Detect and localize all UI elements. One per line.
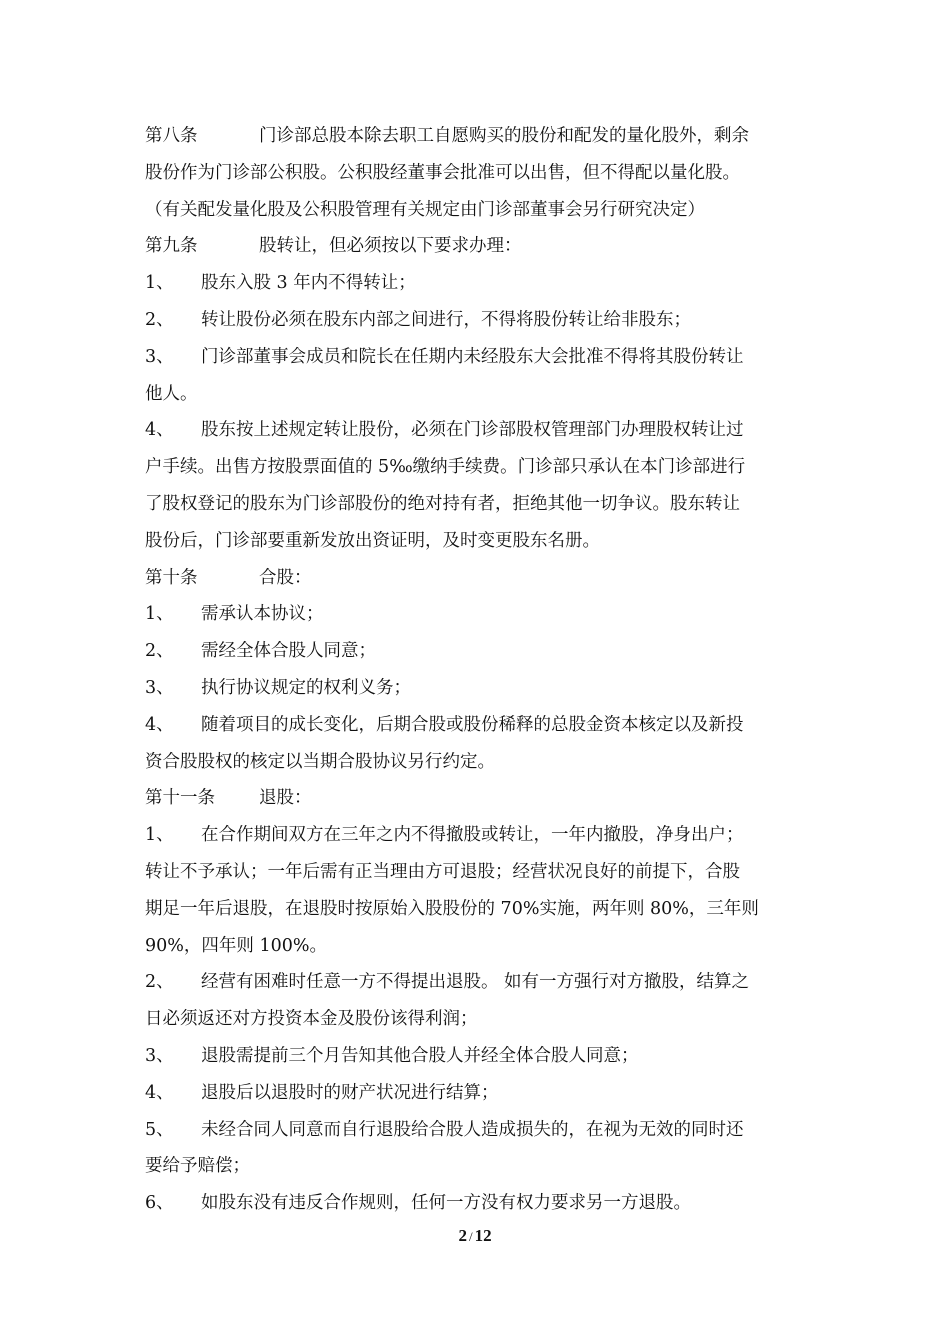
list-item-continuation: 期足一年后退股，在退股时按原始入股股份的 70%实施，两年则 80%，三年则 [145,898,759,919]
list-item-continuation: 了股权登记的股东为门诊部股份的绝对持有者，拒绝其他一切争议。股东转让 [145,493,740,514]
list-item: 1、 股东入股 3 年内不得转让； [145,273,416,294]
article-8-line-3: （有关配发量化股及公积股管理有关规定由门诊部董事会另行研究决定） [145,199,705,220]
list-item: 4、 股东按上述规定转让股份，必须在门诊部股权管理部门办理股权转让过 [145,420,744,441]
list-item: 3、 执行协议规定的权利义务； [145,677,411,698]
article-10-label: 第十条 [145,567,198,588]
list-item-continuation: 他人。 [145,383,198,404]
list-item: 2、 经营有困难时任意一方不得提出退股。 如有一方强行对方撤股，结算之 [145,972,750,993]
article-11-label: 第十一条 [145,788,215,809]
list-item: 4、 退股后以退股时的财产状况进行结算； [145,1082,499,1103]
list-item-continuation: 90%，四年则 100%。 [145,935,327,956]
list-item-continuation: 日必须返还对方投资本金及股份该得利润； [145,1009,478,1030]
article-11-heading: 第十一条 退股： [145,780,807,817]
list-item: 3、 退股需提前三个月告知其他合股人并经全体合股人同意； [145,1045,639,1066]
list-item: 1、 需承认本协议； [145,604,324,625]
list-item-continuation: 要给予赔偿； [145,1156,250,1177]
page-current: 2 [458,1226,467,1245]
list-item: 3、 门诊部董事会成员和院长在任期内未经股东大会批准不得将其股份转让 [145,346,744,367]
article-10-heading: 第十条 合股： [145,560,807,597]
list-item-continuation: 资合股股权的核定以当期合股协议另行约定。 [145,751,495,772]
article-8-line-1: 第八条 门诊部总股本除去职工自愿购买的股份和配发的量化股外，剩余 [145,118,807,155]
article-9-heading: 第九条 股转让，但必须按以下要求办理： [145,228,807,265]
list-item: 2、 转让股份必须在股东内部之间进行，不得将股份转让给非股东； [145,309,691,330]
page-total: 12 [474,1226,492,1245]
document-body [145,118,807,1222]
list-item: 1、 在合作期间双方在三年之内不得撤股或转让，一年内撤股，净身出户； [145,825,744,846]
page-separator: / [468,1229,473,1244]
list-item: 4、 随着项目的成长变化，后期合股或股份稀释的总股金资本核定以及新投 [145,714,744,735]
list-item-continuation: 户手续。出售方按股票面值的 5‰缴纳手续费。门诊部只承认在本门诊部进行 [145,457,746,478]
list-item: 2、 需经全体合股人同意； [145,641,376,662]
article-8-label: 第八条 [145,126,198,146]
list-item: 6、 如股东没有违反合作规则，任何一方没有权力要求另一方退股。 [145,1193,691,1214]
page-number [0,1226,950,1246]
article-8-line-2: 股份作为门诊部公积股。公积股经董事会批准可以出售，但不得配以量化股。 [145,162,740,183]
article-9-label: 第九条 [145,236,198,257]
list-item: 5、 未经合同人同意而自行退股给合股人造成损失的，在视为无效的同时还 [145,1119,744,1140]
list-item-continuation: 转让不予承认；一年后需有正当理由方可退股；经营状况良好的前提下，合股 [145,861,740,882]
list-item-continuation: 股份后，门诊部要重新发放出资证明，及时变更股东名册。 [145,530,600,551]
